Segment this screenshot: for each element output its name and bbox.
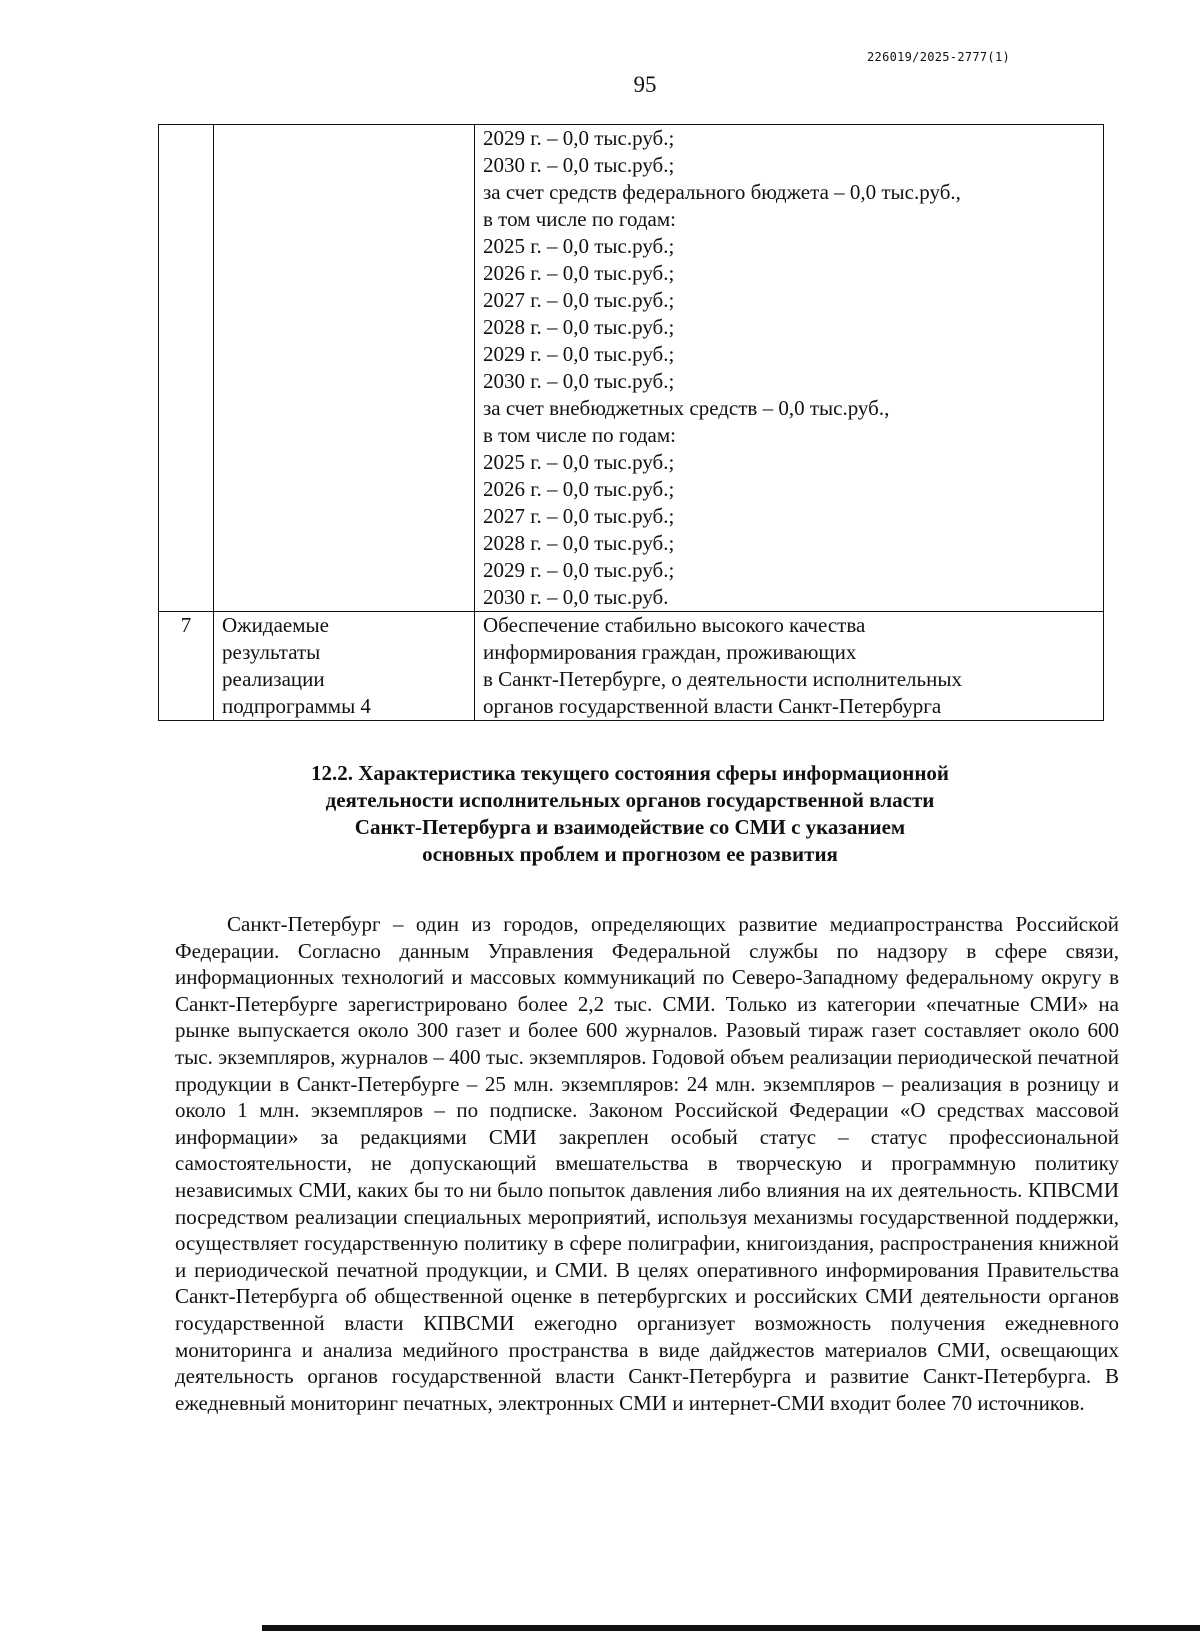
table-line: Обеспечение стабильно высокого качества bbox=[483, 613, 866, 637]
table-line: подпрограммы 4 bbox=[222, 694, 371, 718]
table-line: результаты bbox=[222, 640, 321, 664]
table-line: реализации bbox=[222, 667, 325, 691]
table-line: 2028 г. – 0,0 тыс.руб.; bbox=[483, 315, 675, 339]
heading-line: Санкт-Петербурга и взаимодействие со СМИ с указанием bbox=[354, 815, 906, 839]
row-name-cell bbox=[214, 612, 475, 721]
bottom-rule bbox=[262, 1625, 1200, 1631]
table-line: 2030 г. – 0,0 тыс.руб. bbox=[483, 585, 669, 609]
table-line: в том числе по годам: bbox=[483, 207, 676, 231]
table-line: Ожидаемые bbox=[222, 613, 329, 637]
subprogram-passport-table bbox=[158, 124, 1104, 721]
table-line: 2030 г. – 0,0 тыс.руб.; bbox=[483, 369, 675, 393]
row-number-cell: 7 bbox=[159, 612, 214, 721]
row-name-cell bbox=[214, 125, 475, 612]
table-line: за счет внебюджетных средств – 0,0 тыс.руб., bbox=[483, 396, 890, 420]
table-line: 2029 г. – 0,0 тыс.руб.; bbox=[483, 342, 675, 366]
table-row-expected-results bbox=[159, 612, 1104, 721]
row-value-cell bbox=[475, 612, 1104, 721]
table-line: 2026 г. – 0,0 тыс.руб.; bbox=[483, 261, 675, 285]
page-number: 95 bbox=[633, 72, 657, 97]
table-line: 2026 г. – 0,0 тыс.руб.; bbox=[483, 477, 675, 501]
section-paragraph: Санкт-Петербург – один из городов, определяющих развитие медиапространства Российской Федерации. Согласно данным Управления Федеральной службы по надзору в сфере связи, информационных технологий и массовых коммуникаций по Северо-Западному федеральному округу в Санкт-Петербурге зарегистрировано более 2,2 тыс. СМИ. Только из категории «печатные СМИ» на рынке выпускается около 300 газет и более 600 журналов. Разовый тираж газет составляет около 600 тыс. экземпляров, журналов – 400 тыс. экземпляров. Годовой объем реализации периодической печатной продукции в Санкт-Петербурге – 25 млн. экземпляров: 24 млн. экземпляров – реализация в розницу и около 1 млн. экземпляров – по подписке. Законом Российской Федерации «О средствах массовой информации» за редакциями СМИ закреплен особый статус – статус профессиональной самостоятельности, не допускающий вмешательства в творческую и программную политику независимых СМИ, каких бы то ни было попыток давления либо влияния на их деятельность. КПВСМИ посредством реализации специальных мероприятий, используя механизмы государственной поддержки, осуществляет государственную политику в сфере полиграфии, книгоиздания, распространения книжной и периодической печатной продукции, и СМИ. В целях оперативного информирования Правительства Санкт-Петербурга об общественной оценке в петербургских и российских СМИ деятельности органов государственной власти КПВСМИ ежегодно организует возможность получения ежедневного мониторинга и анализа медийного пространства в виде дайджестов материалов СМИ, освещающих деятельность органов государственной власти Санкт-Петербурга и развитие Санкт-Петербурга. В ежедневный мониторинг печатных, электронных СМИ и интернет-СМИ входит более 70 источников. bbox=[175, 912, 1119, 1415]
heading-line: основных проблем и прогнозом ее развития bbox=[422, 842, 838, 866]
table-line: 2025 г. – 0,0 тыс.руб.; bbox=[483, 450, 675, 474]
financing-values-cell bbox=[475, 125, 1104, 612]
table-line: 2030 г. – 0,0 тыс.руб.; bbox=[483, 153, 675, 177]
heading-line: деятельности исполнительных органов государственной власти bbox=[325, 788, 935, 812]
table-line: информирования граждан, проживающих bbox=[483, 640, 857, 664]
table-line: 2027 г. – 0,0 тыс.руб.; bbox=[483, 504, 675, 528]
heading-line: 12.2. Характеристика текущего состояния сферы информационной bbox=[310, 761, 950, 785]
table-line: в Санкт-Петербурге, о деятельности исполнительных bbox=[483, 667, 962, 691]
document-id: 226019/2025-2777(1) bbox=[867, 50, 1010, 64]
table-line: за счет средств федерального бюджета – 0,0 тыс.руб., bbox=[483, 180, 961, 204]
table-row-financing-continued bbox=[159, 125, 1104, 612]
table-line: в том числе по годам: bbox=[483, 423, 676, 447]
row-number-cell bbox=[159, 125, 214, 612]
section-heading bbox=[160, 760, 1100, 868]
table-line: 2028 г. – 0,0 тыс.руб.; bbox=[483, 531, 675, 555]
table-line: 2025 г. – 0,0 тыс.руб.; bbox=[483, 234, 675, 258]
table-line: 2029 г. – 0,0 тыс.руб.; bbox=[483, 558, 675, 582]
table-line: 2027 г. – 0,0 тыс.руб.; bbox=[483, 288, 675, 312]
table-line: 2029 г. – 0,0 тыс.руб.; bbox=[483, 126, 675, 150]
table-line: органов государственной власти Санкт-Петербурга bbox=[483, 694, 942, 718]
